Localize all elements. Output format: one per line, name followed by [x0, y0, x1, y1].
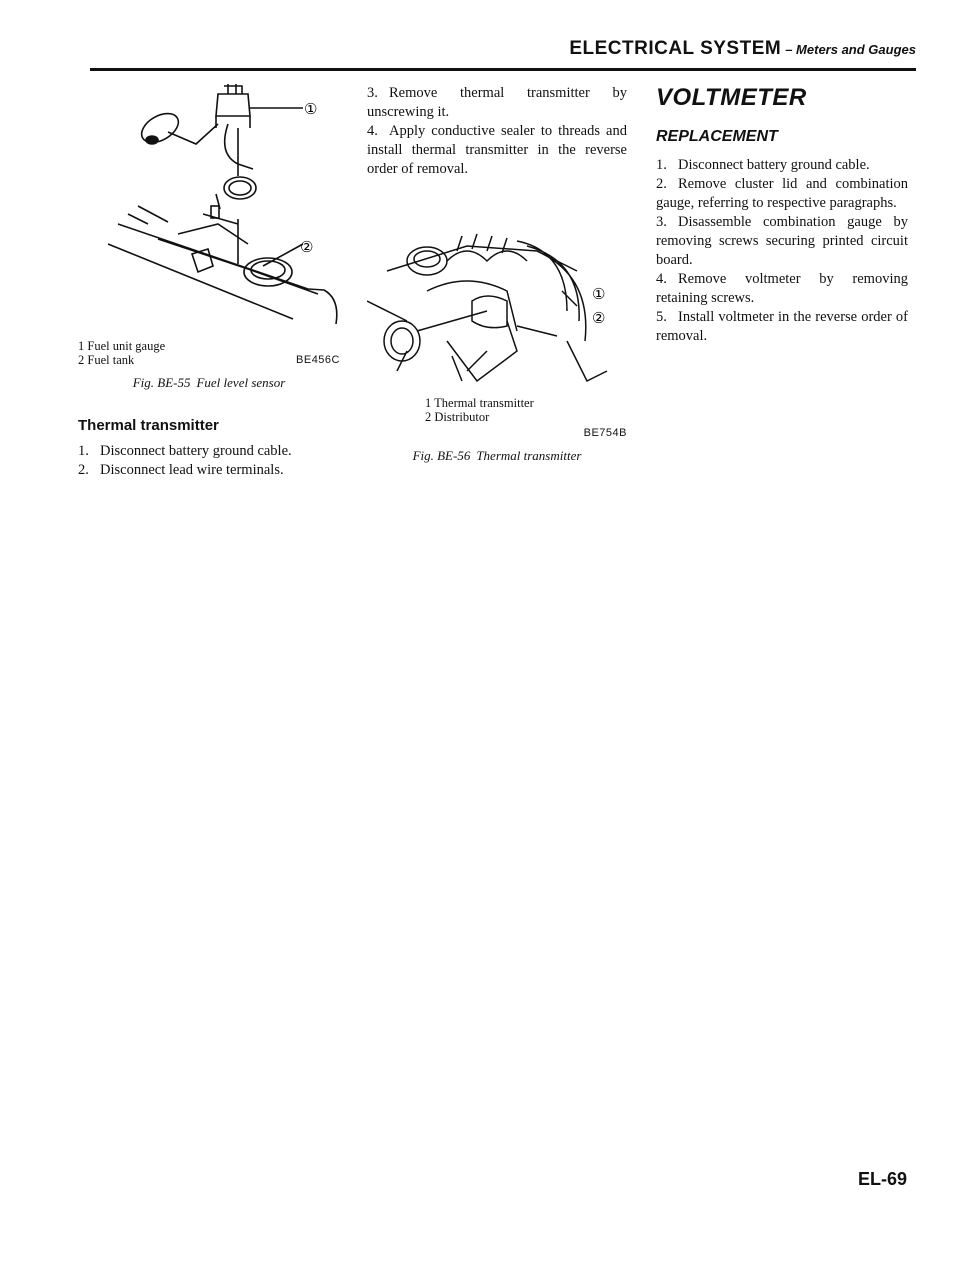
thermal-steps-list-a [78, 442, 340, 480]
list-item: 1. Disconnect battery ground cable. [78, 443, 292, 459]
list-item: 5. Install voltmeter in the reverse order of removal. [656, 309, 908, 344]
figure-caption [78, 375, 340, 391]
callout-1: ① [592, 287, 606, 303]
list-item: 2. Remove cluster lid and combination gauge, referring to respective paragraphs. [656, 176, 908, 211]
legend-item: 2 Distributor [425, 410, 490, 424]
legend-item: 1 Fuel unit gauge [78, 339, 166, 353]
header-subtitle: – Meters and Gauges [785, 42, 916, 57]
column-left [78, 84, 340, 480]
caption-number: Fig. BE-56 [412, 448, 471, 463]
legend-item: 2 Fuel tank [78, 353, 135, 367]
section-heading-thermal-transmitter: Thermal transmitter [78, 417, 219, 434]
section-heading-voltmeter: VOLTMETER [656, 84, 807, 111]
callout-2: ② [300, 240, 314, 256]
figure-code: BE456C [296, 354, 340, 366]
figure-legend [78, 339, 340, 367]
thermal-transmitter-illustration [367, 231, 627, 391]
callout-1: ① [304, 102, 318, 118]
figure-caption [367, 448, 627, 464]
column-middle [367, 84, 627, 464]
caption-text: Fuel level sensor [196, 375, 286, 390]
list-item: 3. Disassemble combination gauge by removing screws securing printed circuit board. [656, 214, 908, 268]
fuel-level-sensor-illustration [78, 84, 340, 334]
list-item: 4. Apply conductive sealer to threads and install thermal transmitter in the reverse order of removal. [367, 123, 627, 177]
thermal-steps-list-b [367, 84, 627, 179]
list-item: 2. Disconnect lead wire terminals. [78, 462, 284, 478]
header-title: ELECTRICAL SYSTEM [569, 38, 782, 59]
callout-2: ② [592, 311, 606, 327]
figure-legend [425, 396, 627, 439]
page-number: EL-69 [858, 1169, 908, 1189]
legend-item: 1 Thermal transmitter [425, 396, 534, 410]
figure-code: BE754B [583, 427, 627, 439]
list-item: 1. Disconnect battery ground cable. [656, 157, 870, 173]
column-right [656, 84, 908, 346]
voltmeter-steps-list [656, 156, 908, 346]
caption-text: Thermal transmitter [476, 448, 582, 463]
figure-thermal-transmitter [367, 231, 627, 464]
page-header [90, 38, 916, 71]
list-item: 3. Remove thermal transmitter by unscrewing it. [367, 85, 627, 120]
list-item: 4. Remove voltmeter by removing retaining screws. [656, 271, 908, 306]
figure-fuel-level-sensor [78, 84, 340, 391]
caption-number: Fig. BE-55 [132, 375, 191, 390]
subheading-replacement: REPLACEMENT [656, 128, 778, 145]
